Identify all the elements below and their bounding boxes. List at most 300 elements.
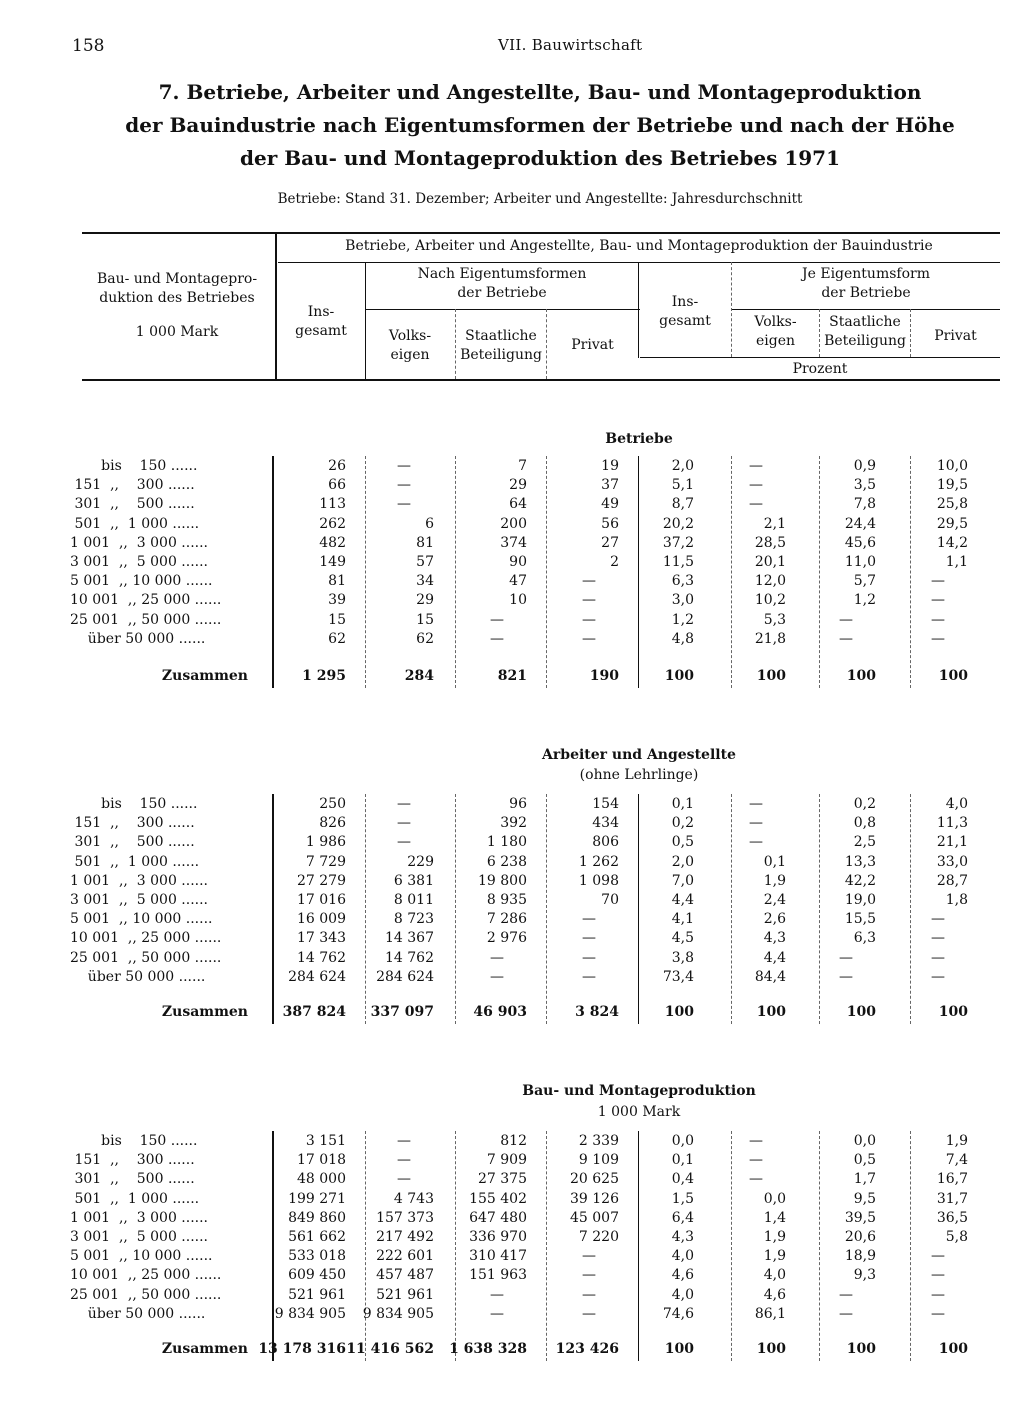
table-row <box>0 535 1024 554</box>
total-label: Zusammen <box>161 668 248 684</box>
table-cell: 4,3 <box>763 930 786 946</box>
table-cell: 45,6 <box>844 535 876 551</box>
table-row <box>0 1287 1024 1306</box>
table-cell: 20 625 <box>570 1171 619 1187</box>
table-cell: 4,6 <box>671 1267 694 1283</box>
table-cell: 100 <box>938 1341 968 1357</box>
table-row <box>0 458 1024 477</box>
row-label: 151 ,, 300 ...... <box>70 477 195 493</box>
table-cell: 609 450 <box>288 1267 346 1283</box>
table-cell: 7,4 <box>945 1152 968 1168</box>
table-cell: 7,8 <box>853 496 876 512</box>
header-line: gesamt <box>659 313 711 329</box>
running-head: VII. Bauwirtschaft <box>498 36 643 54</box>
header-line: eigen <box>390 347 430 363</box>
table-cell: 100 <box>846 1004 876 1020</box>
section-subtitle: (ohne Lehrlinge) <box>579 767 699 783</box>
table-cell: 70 <box>601 892 619 908</box>
table-cell: 24,4 <box>844 516 876 532</box>
insgesamt-header <box>277 303 365 341</box>
table-cell: 10,2 <box>754 592 786 608</box>
table-row <box>0 911 1024 930</box>
table-cell: 15,5 <box>844 911 876 927</box>
table-cell: 521 961 <box>376 1287 434 1303</box>
table-cell: 1 098 <box>578 873 619 889</box>
table-cell: 73,4 <box>662 969 694 985</box>
table-cell: — <box>397 834 411 850</box>
table-cell: 28,7 <box>936 873 968 889</box>
volkseigen-header <box>366 327 454 365</box>
table-cell: 100 <box>664 668 694 684</box>
table-cell: 250 <box>319 796 346 812</box>
table-cell: 62 <box>328 631 346 647</box>
table-cell: 9 109 <box>578 1152 619 1168</box>
table-cell: — <box>490 1287 504 1303</box>
table-cell: — <box>582 612 596 628</box>
table-cell: — <box>397 1133 411 1149</box>
header-line: Je Eigentumsform <box>802 266 930 282</box>
table-cell: — <box>582 573 596 589</box>
table-cell: 42,2 <box>844 873 876 889</box>
row-label: 151 ,, 300 ...... <box>70 815 195 831</box>
table-cell: — <box>931 573 945 589</box>
table-cell: 17 018 <box>297 1152 346 1168</box>
table-cell: 27 279 <box>297 873 346 889</box>
table-row <box>0 930 1024 949</box>
table-cell: 21,8 <box>754 631 786 647</box>
table-cell: 19 800 <box>478 873 527 889</box>
table-cell: 1,4 <box>763 1210 786 1226</box>
table-cell: 86,1 <box>754 1306 786 1322</box>
table-cell: 19,0 <box>844 892 876 908</box>
table-cell: 9,5 <box>853 1191 876 1207</box>
table-cell: 1,8 <box>945 892 968 908</box>
row-label: 25 001 ,, 50 000 ...... <box>70 1287 222 1303</box>
table-cell: — <box>582 1306 596 1322</box>
table-row <box>0 612 1024 631</box>
table-cell: 4,6 <box>763 1287 786 1303</box>
total-label: Zusammen <box>161 1341 248 1357</box>
table-cell: 48 000 <box>297 1171 346 1187</box>
table-cell: — <box>931 1267 945 1283</box>
table-cell: 64 <box>509 496 527 512</box>
table-cell: — <box>397 1171 411 1187</box>
header-line: Beteiligung <box>460 347 542 363</box>
table-cell: 16,7 <box>936 1171 968 1187</box>
table-cell: — <box>397 496 411 512</box>
table-cell: 96 <box>509 796 527 812</box>
table-cell: 11,3 <box>936 815 968 831</box>
table-cell: 200 <box>500 516 527 532</box>
table-row <box>0 1133 1024 1152</box>
table-cell: 100 <box>664 1004 694 1020</box>
total-row <box>0 1004 1024 1023</box>
table-cell: 46 903 <box>473 1004 527 1020</box>
table-cell: 1,9 <box>763 1248 786 1264</box>
table-cell: 20,6 <box>844 1229 876 1245</box>
table-cell: 2,4 <box>763 892 786 908</box>
table-cell: 14 762 <box>297 950 346 966</box>
table-cell: 5,8 <box>945 1229 968 1245</box>
table-cell: 284 624 <box>376 969 434 985</box>
table-cell: 4,8 <box>671 631 694 647</box>
table-cell: 123 426 <box>555 1341 619 1357</box>
table-cell: 8 723 <box>393 911 434 927</box>
table-row <box>0 815 1024 834</box>
row-label: 25 001 ,, 50 000 ...... <box>70 950 222 966</box>
prozent-header: Prozent <box>792 361 848 377</box>
row-label: über 50 000 ...... <box>70 969 206 985</box>
table-cell: 6,4 <box>671 1210 694 1226</box>
table-cell: 190 <box>589 668 619 684</box>
table-cell: 100 <box>846 1341 876 1357</box>
table-cell: 1,9 <box>763 873 786 889</box>
table-cell: 3,5 <box>853 477 876 493</box>
je-eigentum-header <box>732 265 1000 303</box>
table-subtitle: Betriebe: Stand 31. Dezember; Arbeiter und Angestellte: Jahresdurchschnitt <box>277 191 803 207</box>
table-cell: — <box>931 969 945 985</box>
table-cell: 2,6 <box>763 911 786 927</box>
table-cell: 37,2 <box>662 535 694 551</box>
row-label: 301 ,, 500 ...... <box>70 834 195 850</box>
table-cell: 39 126 <box>570 1191 619 1207</box>
table-row <box>0 1152 1024 1171</box>
top-span-header: Betriebe, Arbeiter und Angestellte, Bau- und Montageproduktion der Bauindustrie <box>345 238 933 254</box>
row-label: bis 150 ...... <box>70 1133 198 1149</box>
section-title: Arbeiter und Angestellte <box>542 747 736 763</box>
header-bottom-rule <box>82 379 1000 381</box>
stub-header-line: Bau- und Montagepro- <box>96 271 258 287</box>
table-cell: — <box>931 1248 945 1264</box>
row-label: 3 001 ,, 5 000 ...... <box>70 554 209 570</box>
section-title: Bau- und Montageproduktion <box>522 1083 756 1099</box>
table-cell: 17 016 <box>297 892 346 908</box>
table-cell: 81 <box>328 573 346 589</box>
table-cell: 4,4 <box>671 892 694 908</box>
table-row <box>0 873 1024 892</box>
table-cell: 434 <box>592 815 619 831</box>
header-owner-rule-right <box>732 309 1000 310</box>
header-line: Staatliche <box>465 328 537 344</box>
table-cell: 533 018 <box>288 1248 346 1264</box>
header-line: Ins- <box>671 294 699 310</box>
privat-pct-header: Privat <box>934 328 977 344</box>
table-cell: — <box>749 477 763 493</box>
row-label: 1 001 ,, 3 000 ...... <box>70 1210 209 1226</box>
row-label: 3 001 ,, 5 000 ...... <box>70 1229 209 1245</box>
table-cell: — <box>397 815 411 831</box>
table-cell: — <box>397 1152 411 1168</box>
total-row <box>0 1341 1024 1360</box>
table-cell: 521 961 <box>288 1287 346 1303</box>
table-cell: 4,5 <box>671 930 694 946</box>
table-cell: 157 373 <box>376 1210 434 1226</box>
header-line: Volks- <box>388 328 432 344</box>
table-cell: 1 638 328 <box>449 1341 527 1357</box>
table-cell: 4,4 <box>763 950 786 966</box>
row-label: 5 001 ,, 10 000 ...... <box>70 911 213 927</box>
table-cell: 29 <box>416 592 434 608</box>
table-cell: — <box>839 1287 853 1303</box>
table-cell: 37 <box>601 477 619 493</box>
table-row <box>0 796 1024 815</box>
table-cell: 6 381 <box>393 873 434 889</box>
table-cell: — <box>490 969 504 985</box>
table-cell: — <box>490 612 504 628</box>
table-row <box>0 496 1024 515</box>
volkseigen-pct-header <box>732 313 819 351</box>
table-cell: 14 762 <box>385 950 434 966</box>
table-cell: 8 011 <box>393 892 434 908</box>
table-cell: 33,0 <box>936 854 968 870</box>
row-label: 10 001 ,, 25 000 ...... <box>70 930 222 946</box>
table-cell: 387 824 <box>282 1004 346 1020</box>
table-cell: 151 963 <box>469 1267 527 1283</box>
table-cell: 4,1 <box>671 911 694 927</box>
table-cell: 25,8 <box>936 496 968 512</box>
table-cell: 31,7 <box>936 1191 968 1207</box>
table-cell: 0,0 <box>763 1191 786 1207</box>
table-cell: 74,6 <box>662 1306 694 1322</box>
table-cell: 2,0 <box>671 854 694 870</box>
table-cell: 2 976 <box>486 930 527 946</box>
table-cell: — <box>931 592 945 608</box>
table-cell: 12,0 <box>754 573 786 589</box>
table-cell: 4 743 <box>393 1191 434 1207</box>
table-cell: 17 343 <box>297 930 346 946</box>
title-line: der Bau- und Montageproduktion des Betriebes 1971 <box>239 146 840 170</box>
table-cell: 826 <box>319 815 346 831</box>
table-cell: 8 935 <box>486 892 527 908</box>
row-label: über 50 000 ...... <box>70 1306 206 1322</box>
row-label: 5 001 ,, 10 000 ...... <box>70 573 213 589</box>
table-cell: 392 <box>500 815 527 831</box>
table-cell: 5,3 <box>763 612 786 628</box>
table-row <box>0 477 1024 496</box>
table-cell: 2 339 <box>578 1133 619 1149</box>
header-span-rule <box>278 262 1000 263</box>
table-cell: 0,1 <box>671 1152 694 1168</box>
table-row <box>0 592 1024 611</box>
staatlich-header <box>456 327 546 365</box>
table-cell: 4,0 <box>945 796 968 812</box>
table-cell: 0,4 <box>671 1171 694 1187</box>
table-cell: 7 <box>518 458 527 474</box>
table-cell: 0,5 <box>671 834 694 850</box>
header-line: eigen <box>755 333 796 349</box>
row-label: 301 ,, 500 ...... <box>70 496 195 512</box>
table-cell: 27 375 <box>478 1171 527 1187</box>
table-cell: 0,2 <box>671 815 694 831</box>
table-cell: 113 <box>319 496 346 512</box>
table-cell: — <box>839 1306 853 1322</box>
row-label: 10 001 ,, 25 000 ...... <box>70 1267 222 1283</box>
table-cell: 2,0 <box>671 458 694 474</box>
table-cell: 100 <box>938 1004 968 1020</box>
table-cell: 806 <box>592 834 619 850</box>
staatlich-pct-header <box>820 313 910 351</box>
table-cell: 4,0 <box>763 1267 786 1283</box>
table-cell: 3 151 <box>305 1133 346 1149</box>
table-cell: 29,5 <box>936 516 968 532</box>
title-line: 7. Betriebe, Arbeiter und Angestellte, Bau- und Montageproduktion <box>158 80 922 104</box>
table-cell: — <box>931 950 945 966</box>
table-row <box>0 1210 1024 1229</box>
table-row <box>0 631 1024 650</box>
privat-header: Privat <box>571 337 614 353</box>
header-line: Nach Eigentumsformen <box>417 266 587 282</box>
table-cell: 6,3 <box>671 573 694 589</box>
table-cell: 5,7 <box>853 573 876 589</box>
table-cell: 100 <box>938 668 968 684</box>
table-cell: — <box>839 612 853 628</box>
table-cell: — <box>749 834 763 850</box>
table-cell: 20,1 <box>754 554 786 570</box>
table-cell: 561 662 <box>288 1229 346 1245</box>
table-cell: 10,0 <box>936 458 968 474</box>
table-cell: 100 <box>846 668 876 684</box>
stub-header <box>82 270 272 342</box>
row-label: 10 001 ,, 25 000 ...... <box>70 592 222 608</box>
table-cell: 6 <box>425 516 434 532</box>
row-label: über 50 000 ...... <box>70 631 206 647</box>
section-subtitle: 1 000 Mark <box>597 1104 681 1120</box>
table-row <box>0 1248 1024 1267</box>
table-cell: — <box>397 477 411 493</box>
table-row <box>0 1229 1024 1248</box>
table-cell: 4,0 <box>671 1287 694 1303</box>
table-cell: — <box>931 911 945 927</box>
header-line: Beteiligung <box>824 333 906 349</box>
table-cell: — <box>582 969 596 985</box>
table-cell: 6,3 <box>853 930 876 946</box>
table-cell: — <box>749 496 763 512</box>
table-cell: 217 492 <box>376 1229 434 1245</box>
table-cell: — <box>582 1267 596 1283</box>
total-label: Zusammen <box>161 1004 248 1020</box>
row-label: 151 ,, 300 ...... <box>70 1152 195 1168</box>
table-cell: 13 178 316 <box>258 1341 346 1357</box>
table-cell: 4,3 <box>671 1229 694 1245</box>
row-label: 501 ,, 1 000 ...... <box>70 854 200 870</box>
table-cell: — <box>582 1287 596 1303</box>
table-cell: 1,9 <box>945 1133 968 1149</box>
table-cell: 7 909 <box>486 1152 527 1168</box>
table-cell: 15 <box>328 612 346 628</box>
table-cell: 39 <box>328 592 346 608</box>
table-cell: 0,0 <box>671 1133 694 1149</box>
header-line: der Betriebe <box>457 285 547 301</box>
table-cell: 0,2 <box>853 796 876 812</box>
table-cell: 1 180 <box>486 834 527 850</box>
table-row <box>0 1267 1024 1286</box>
table-cell: 4,0 <box>671 1248 694 1264</box>
table-cell: 647 480 <box>469 1210 527 1226</box>
table-cell: 29 <box>509 477 527 493</box>
table-cell: 229 <box>407 854 434 870</box>
table-cell: 18,9 <box>844 1248 876 1264</box>
table-cell: 45 007 <box>570 1210 619 1226</box>
table-cell: 49 <box>601 496 619 512</box>
table-cell: 15 <box>416 612 434 628</box>
table-row <box>0 969 1024 988</box>
table-cell: 1,7 <box>853 1171 876 1187</box>
section-title: Betriebe <box>605 431 673 447</box>
title-line: der Bauindustrie nach Eigentumsformen der Betriebe und nach der Höhe <box>125 113 955 137</box>
table-cell: 14 367 <box>385 930 434 946</box>
table-cell: 26 <box>328 458 346 474</box>
table-cell: 66 <box>328 477 346 493</box>
table-cell: — <box>839 969 853 985</box>
table-cell: 310 417 <box>469 1248 527 1264</box>
table-cell: 222 601 <box>376 1248 434 1264</box>
table-cell: 2 <box>610 554 619 570</box>
table-cell: 1,2 <box>671 612 694 628</box>
table-cell: 57 <box>416 554 434 570</box>
total-row <box>0 668 1024 687</box>
table-cell: 6 238 <box>486 854 527 870</box>
table-cell: 100 <box>756 1004 786 1020</box>
row-label: 1 001 ,, 3 000 ...... <box>70 873 209 889</box>
table-cell: 154 <box>592 796 619 812</box>
table-cell: 337 097 <box>370 1004 434 1020</box>
table-row <box>0 854 1024 873</box>
header-line: Ins- <box>307 304 335 320</box>
table-cell: 11,0 <box>844 554 876 570</box>
table-row <box>0 573 1024 592</box>
table-cell: 1 986 <box>305 834 346 850</box>
table-row <box>0 1191 1024 1210</box>
table-cell: 5,1 <box>671 477 694 493</box>
page-number: 158 <box>72 36 105 56</box>
table-cell: 47 <box>509 573 527 589</box>
table-cell: — <box>931 1287 945 1303</box>
header-line: gesamt <box>295 323 347 339</box>
table-cell: 457 487 <box>376 1267 434 1283</box>
header-line: Volks- <box>754 314 797 330</box>
table-cell: — <box>490 631 504 647</box>
table-cell: 1,1 <box>945 554 968 570</box>
table-cell: — <box>582 911 596 927</box>
table-cell: 1 262 <box>578 854 619 870</box>
table-cell: 7 220 <box>578 1229 619 1245</box>
table-cell: 1,2 <box>853 592 876 608</box>
table-cell: 0,9 <box>853 458 876 474</box>
table-cell: 3,8 <box>671 950 694 966</box>
table-cell: — <box>749 815 763 831</box>
table-cell: 812 <box>500 1133 527 1149</box>
table-cell: 1,5 <box>671 1191 694 1207</box>
table-cell: — <box>931 1306 945 1322</box>
table-cell: 16 009 <box>297 911 346 927</box>
table-cell: 14,2 <box>936 535 968 551</box>
table-cell: — <box>931 612 945 628</box>
header-top-rule <box>82 232 1000 234</box>
table-cell: 284 <box>404 668 434 684</box>
table-cell: 11 416 562 <box>346 1341 434 1357</box>
table-row <box>0 1306 1024 1325</box>
table-cell: — <box>582 592 596 608</box>
header-line: Staatliche <box>829 314 901 330</box>
row-label: 301 ,, 500 ...... <box>70 1171 195 1187</box>
table-row <box>0 834 1024 853</box>
table-cell: 1 295 <box>302 668 346 684</box>
table-cell: 336 970 <box>469 1229 527 1245</box>
table-cell: 149 <box>319 554 346 570</box>
table-cell: — <box>931 930 945 946</box>
table-cell: 62 <box>416 631 434 647</box>
table-cell: 81 <box>416 535 434 551</box>
